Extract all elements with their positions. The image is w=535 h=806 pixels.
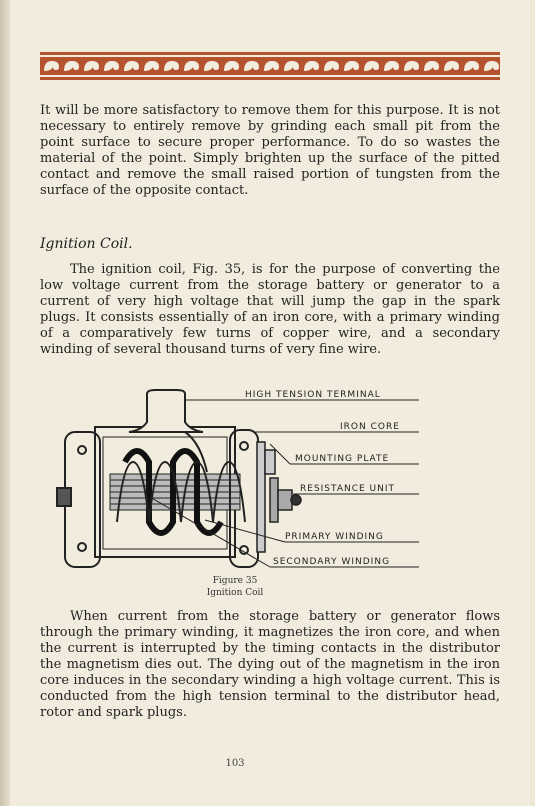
paragraph-1: It will be more satisfactory to remove them for this purpose. It is not necessary to entirely remove by grinding each small pit from the point surface to secure proper performance. To do so wastes the material of the point. Simply brighten up the surface of the pitted contact and remove the small raised portion of tungsten from the surface of the opposite contact. [40, 103, 500, 198]
resistance-unit [270, 478, 301, 522]
label-high-tension-terminal: HIGH TENSION TERMINAL [245, 390, 381, 400]
high-tension-terminal-cap [129, 390, 203, 432]
label-iron-core: IRON CORE [340, 422, 400, 432]
decorative-wave-border [40, 52, 500, 80]
label-mounting-plate: MOUNTING PLATE [295, 454, 390, 464]
figure-number: Figure 35 [212, 576, 258, 586]
figure-title: Ignition Coil [206, 588, 264, 598]
label-primary-winding: PRIMARY WINDING [285, 532, 384, 542]
coil-left-end-plate [57, 432, 100, 567]
page-gutter [0, 0, 10, 806]
page-number: 103 [225, 758, 245, 769]
paragraph-2: The ignition coil, Fig. 35, is for the purpose of converting the low voltage current from the storage battery or generator to a current of very high voltage that will jump the gap in the spark plugs. It consists essentially of an iron core, with a primary winding of a comparatively few turns of copper wire, and a secondary winding of several thousand turns of very fine wire. [40, 262, 500, 357]
ignition-coil-diagram [55, 382, 425, 577]
label-resistance-unit: RESISTANCE UNIT [300, 484, 396, 494]
section-heading: Ignition Coil. [40, 236, 133, 252]
label-secondary-winding: SECONDARY WINDING [273, 557, 391, 567]
paragraph-3: When current from the storage battery or generator flows through the primary winding, it magnetizes the iron core, and when the current is interrupted by the timing contacts in the distributor the magnetism dies out. The dying out of the magnetism in the iron core induces in the secondary winding a high voltage current. This is conducted from the high tension terminal to the distributor head, rotor and spark plugs. [40, 609, 500, 720]
